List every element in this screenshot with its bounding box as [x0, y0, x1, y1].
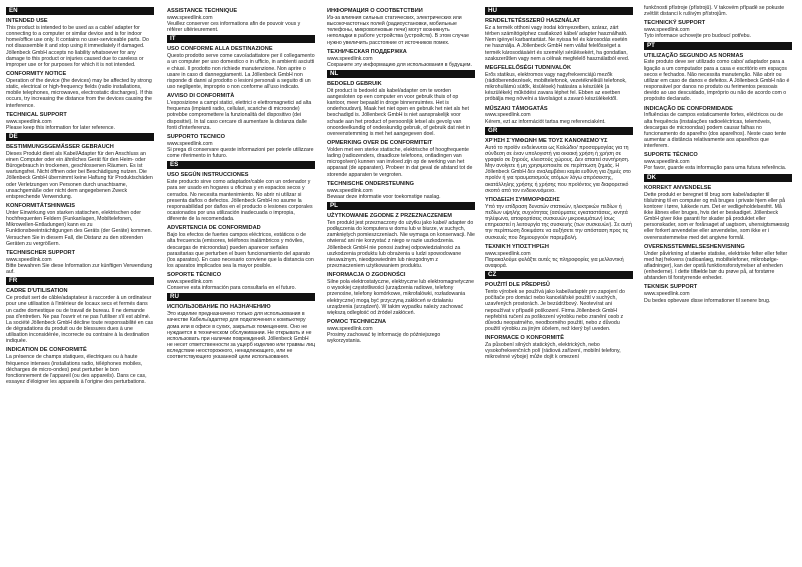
section-heading: SUPPORTO TECNICO [167, 133, 226, 140]
section-heading: KONFORMITÄTSHINWEIS [6, 203, 75, 210]
language-code-label: PT [644, 42, 792, 50]
column-1 [6, 5, 154, 563]
paragraph: Dieses Produkt dient als Kabel/Adapter für den Anschluss an einen Computer oder ein ähnliches Gerät für den Heim- oder Bürogebrauch in trockenen, geschlossenen Räumen. Es ist wartungsfrei. Nicht öffnen oder bei Beschädigung nutzen. Die Jöllenbeck GmbH übernimmt keine Haftung für Produktschäden oder Verletzungen von Personen durch unachtsame, unsachgemäße oder nicht dem angegebenen Zweck entsprechende Verwendung. [6, 150, 153, 200]
section-heading: ASSISTANCE TECHNIQUE [167, 8, 238, 14]
paragraph: Veuillez conserver ces informations afin de pouvoir vous y référer ultérieurement. [167, 21, 301, 34]
section-heading: ΤΕΧΝΙΚΉ ΥΠΟΣΤΉΡΙΞΗ [485, 243, 549, 250]
paragraph: Ten produkt jest przeznaczony do użytku jako kabel/ adapter do podłączenia do komputera w domu lub w biurze, w suchych, zamkniętych pomieszczeniach. Nie wymaga on konserwacji. Nie otwierać ani nie korzystać z niego w razie uszkodzenia. Jöllenbeck GmbH nie ponosi żadnej odpowiedzialności za uszkodzenia produktu lub obrażenia u ludzi spowodowane nieuważnym, nieodpowiednim lub niezgodnym z przeznaczeniem użytkowaniem produktu. [327, 219, 475, 269]
column-3 [327, 5, 475, 563]
paragraph: Influências de campos estaticamente fortes, eléctricos ou de alta frequência (instalações radioeléctricas, telemóveis, descargas de microondas) podem causar falhas no funcionamento do aparelho (dos aparelhos). Neste caso tente aumentar a distância relativamente aos aparelhos que interferem. [644, 112, 787, 150]
section-heading: ИСПОЛЬЗОВАНИЕ ПО НАЗНАЧЕНИЮ [167, 304, 271, 311]
language-code-label: DE [6, 133, 154, 141]
paragraph: Tento výrobek se používá jako kabel/adaptér pro zapojení do počítače pro domácí nebo kancelářské použití v suchých, uzavřených prostorách. Je bezúdržbový. Neotevírat ani nepoužívat v případě poškození. Firma Jöllenbeck GmbH nepřebírá ručení za poškození výrobku nebo zranění osob z důvodu neopatrného, neodborného použití, nebo z důvodu použití výrobku za jiným účelem, než který byl uveden. [485, 289, 625, 332]
language-code-label: IT [167, 35, 315, 43]
section-heading: TEKNISK SUPPORT [644, 284, 698, 291]
paragraph: Volden met een sterke statische, elektrische of hoogfrequente lading (radiozenders, draadloze telefoons, ontladingen van microgolven) kunnen van invloed zijn op de werking van het apparaat (de apparaten). Probeer in dat geval de afstand tot de storende apparaten te vergroten. [327, 146, 473, 178]
section-heading: OVERENSSTEMMELSESHENVISNING [644, 243, 745, 250]
support-url: www.speedlink.com [6, 256, 52, 263]
paragraph: Prosimy zachować tę informację do późniejszego wykorzystania. [327, 332, 441, 345]
support-url: www.speedlink.com [485, 112, 531, 119]
paragraph: Ce produit sert de câble/adaptateur à raccorder à un ordinateur pour une utilisation à l'intérieur de locaux secs et fermés dans un cadre domestique ou de travail de bureau. Il ne demande pas d'entretien. Ne pas l'ouvrir et ne pas l'utiliser s'il est abîmé. La société Jöllenbeck GmbH décline toute responsabilité en cas de dégradations du produit ou de blessures dues à une utilisation inconsidérée, incorrecte ou contraire à la destination indiquée. [6, 295, 154, 345]
paragraph: Unter Einwirkung von starken statischen, elektrischen oder hochfrequenten Feldern (Funkanlagen, Mobiltelefonen, Mikrowellen-Entladungen) kann es zu Funktionsbeeinträchtigungen des Geräts (der Geräte) kommen. Versuchen Sie in diesem Fall, die Distanz zu den störenden Geräten zu vergrößern. [6, 209, 152, 247]
language-code-label: HU [485, 7, 633, 15]
paragraph: L'esposizione a campi statici, elettrici o elettromagnetici ad alta frequenza (impianti radio, cellulari, scariche di microonde) potrebbe compromettere la funzionalità del dispositivo (dei dispositivi). In tal caso cercare di aumentare la distanza dalle fonti d'interferenza. [167, 100, 312, 131]
support-url: www.speedlink.com [327, 55, 373, 62]
paragraph: Παρακαλούμε φυλάξτε αυτές τις πληροφορίες για μελλοντική αναφορά. [485, 256, 624, 269]
support-url: www.speedlink.com [167, 14, 213, 21]
section-heading: TECHNICAL SUPPORT [6, 111, 67, 118]
paragraph: Operation of the device (the devices) may be affected by strong static, electrical or high-frequency fields (radio installations, mobile telephones, microwaves, electrostatic discharges). If this occurs, try increasing the distance from the devices causing the interference. [6, 77, 153, 109]
paragraph: Tyto informace uchovejte pro budoucí potřebu. [644, 33, 751, 40]
language-code-label: ES [167, 161, 315, 169]
section-heading: CONFORMITY NOTICE [6, 71, 67, 77]
language-code-label: DK [644, 174, 792, 182]
paragraph: La présence de champs statiques, électriques ou à haute fréquence intenses (installations radio, téléphones mobiles, décharges de micro-ondes) peut perturber le bon fonctionnement de l'appareil (ou des appareils). Dans ce cas, essayez d'éloigner les appareils à l'origine des perturbations. [6, 354, 147, 385]
section-heading: POUŽITÍ DLE PŘEDPISŮ [485, 282, 550, 289]
paragraph: Under påvirkning af stærke statiske, elektriske felter eller felter med høj frekvens (radioanlæg, mobiltelefoner, mikrobølge-afladninger), kan der opstå funktionsforstyrrelser af enheden (enhederne). I dette tilfælde bør du prøve på, at forstørre afstanden til forstyrrende enheder. [644, 250, 788, 282]
language-code-label: NL [327, 70, 475, 78]
paragraph: Сохраните эту информацию для использования в будущем. [327, 61, 472, 68]
section-heading: SUPORTE TÉCNICO [644, 152, 698, 159]
paragraph: Por favor, guarde esta informação para uma futura referência. [644, 165, 787, 172]
section-heading: ΥΠΟΔΕΙΞΗ ΣΥΜΜΟΡΦΩΣΗΣ [485, 196, 560, 203]
section-heading: INFORMACE O KONFORMITĚ [485, 335, 564, 342]
section-heading: AVVISO DI CONFORMITÀ [167, 93, 235, 100]
support-url: www.speedlink.com [644, 159, 690, 166]
section-heading: INTENDED USE [6, 18, 48, 24]
column-2 [167, 5, 315, 563]
support-url: www.speedlink.com [167, 279, 213, 286]
section-heading: TECHNISCHE ONDERSTEUNING [327, 180, 415, 187]
column-5 [644, 5, 792, 563]
section-heading: BEDOELD GEBRUIK [327, 80, 382, 87]
support-url: www.speedlink.com [644, 27, 690, 34]
paragraph: Это изделие предназначено только для использования в качестве Кабель/адаптер для подключения к компьютеру дома или в офисе в сухих, закрытых помещениях. Оно не нуждается в техническом обслуживании. Не открывать и не использовать при наличии повреждений. Jöllenbeck GmbH не несет ответственности за ущерб изделию или травмы лиц вследствие неосторожного, ненадлежащего, или не соответствующего указанной цели использования. [167, 311, 315, 361]
paragraph: Questo prodotto serve come cavo/adattatore per il collegamento a un computer per uso domestico o in ufficio, in ambienti asciutti e chiusi. Il prodotto non richiede manutenzione. Non aprire o usare in caso di danneggiamenti. La Jöllenbeck GmbH non risponde di danni al prodotto o lesioni personali a seguito di un uso negligente, improprio o non conforme all'uso indicato. [167, 53, 315, 91]
paragraph: Bewaar deze informatie voor toekomstige naslag. [327, 193, 441, 200]
section-heading: TECHNISCHER SUPPORT [6, 249, 75, 256]
paragraph: Bitte bewahren Sie diese Information zur künftigen Verwendung auf. [6, 262, 153, 276]
support-url: www.speedlink.com [644, 291, 690, 298]
section-heading: RENDELTETÉSSZERŰ HASZNÁLAT [485, 18, 580, 24]
paragraph: This product is intended to be used as a cable/ adapter for connecting to a computer or similar device and is for indoor home/office use only. It contains no user-serviceable parts. Do not disassemble it and stop using it immediately if damaged. Jöllenbeck GmbH accepts no liability whatsoever for any damage to this product or injuries caused due to careless or improper use or for purposes for which it is not intended. [6, 24, 149, 68]
support-url: www.speedlink.com [327, 187, 373, 194]
support-url: www.speedlink.com [485, 250, 531, 257]
paragraph: Αυτό το προϊόν ενδείκνυται ως Καλώδιο/ προσαρμογέας για τη σύνδεση σε έναν υπολογιστή για οικιακή χρήση ή χρήση σε γραφείο σε ξηρούς, κλειστούς χώρους. Δεν απαιτεί συντήρηση. Μην ανοίγετε ή μη χρησιμοποιείτε σε περίπτωση ζημιάς. Η Jöllenbeck GmbH δεν αναλαμβάνει καμία ευθύνη για ζημιές στο προϊόν ή για τραυματισμούς ατόμων λόγω απρόσεκτης, ακατάλληλης χρήσης ή χρήσης που προϊόντος για διαφορετικό σκοπό από τον ενδεικνυόμενο. [485, 144, 631, 194]
paragraph: Este producto sirve como adaptador/cable con un ordenador y para ser usado en hogares u oficinas y en espacios secos y cerrados. No necesita mantenimiento. No abrir ni utilizar si presenta daños o defectos. Jöllenbeck GmbH no asume la responsabilidad por daños en el producto o lesiones corporales ocasionados por una utilización inadecuada o impropia, diferente de la recomendada. [167, 179, 313, 223]
paragraph: Conserve esta información para consultarla en el futuro. [167, 285, 296, 292]
section-heading: TECHNICKÝ SUPPORT [644, 20, 706, 27]
section-heading: BESTIMMUNGSGEMÄSSER GEBRAUCH [6, 143, 114, 150]
section-heading: INDICAÇÃO DE CONFORMIDADE [644, 105, 733, 112]
language-code-label: EN [6, 7, 154, 15]
paragraph: Bajo los efectos de fuertes campos eléctricos, estáticos o de alta frecuencia (emisores, teléfonos inalámbricos y móviles, descargas de microondas) pueden aparecer señales parasitarias que perturben el buen funcionamiento del aparato (los aparatos). En caso necesario conviene que la distancia con los aparatos implicados sea la mayor posible. [167, 232, 314, 269]
section-heading: POMOC TECHNICZNA [327, 318, 387, 325]
paragraph: Este produto deve ser utilizado como cabo/ adaptador para a ligação a um computador para a casa e escritório em espaços secos e fechados. Não necessita manutenção. Não abrir ou utilizar em caso de danos e defeitos. A Jöllenbeck GmbH não é responsável por danos no produto ou ferimentos pessoais devido ao uso descuidado, impróprio ou não de acordo com o propósito declarado. [644, 59, 790, 103]
paragraph: funkčnosti přístroje (přístrojů). V takovém případě se pokuste zvětšit distanci k rušivým přístrojům. [644, 5, 785, 18]
support-url: www.speedlink.com [6, 118, 52, 125]
section-heading: INDICATION DE CONFORMITÉ [6, 347, 87, 354]
section-heading: ΧΡΉΣΗ ΣΎΜΦΩΝΗ ΜΕ ΤΟΥΣ ΚΑΝΟΝΙΣΜΟΎΣ [485, 137, 608, 144]
section-heading: KORREKT ANVENDELSE [644, 184, 712, 191]
paragraph: Si prega di conservare queste informazioni per poterle utilizzare come riferimento in futuro. [167, 146, 314, 160]
support-url: www.speedlink.com [327, 325, 373, 332]
section-heading: INFORMACJA O ZGODNOŚCI [327, 272, 406, 279]
language-code-label: CZ [485, 271, 633, 279]
section-heading: MEGFELELŐSÉGI TUDNIVALÓK [485, 64, 571, 71]
paragraph: Dette produkt er beregnet til brug som kabel/adapter til tilslutning til en computer og må bruges i private hjem eller på kontorer i tørre, lukkede rum. Det er vedligeholdelsesfrit. Må ikke åbnes eller bruges, hvis det er beskadiget. Jöllenbeck GmbH giver ikke garanti for skader på produktet eller personskader, som er forårsaget af uagtsom, uhensigtsmæssig eller forkert anvendelse eller anvendelse, som ikke er i overensstemmelse med det angivne formål. [644, 191, 790, 241]
paragraph: Silne pola elektrostatyczne, elektryczne lub elektromagnetyczne o wysokiej częstotliwości (urządzenia radiowe, telefony przenośne, telefony komórkowe, mikrofalówki, rozładowania elektryczne) mogą być przyczyną zakłóceń w działaniu urządzenia (urządzeń). W takim wypadku należy zachować większą odległość od źródeł zakłóceń. [327, 279, 475, 316]
support-url: www.speedlink.com [167, 140, 213, 147]
paragraph: Kérem, ezt az információt tartsa meg referenciaként. [485, 118, 606, 125]
section-heading: SOPORTE TÉCNICO [167, 272, 222, 279]
language-code-label: RU [167, 293, 315, 301]
language-code-label: PL [327, 202, 475, 210]
section-heading: USO CONFORME ALLA DESTINAZIONE [167, 46, 273, 53]
section-heading: UTILIZAÇÃO SEGUNDO AS NORMAS [644, 52, 744, 59]
section-heading: MŰSZAKI TÁMOGATÁS [485, 105, 548, 112]
section-heading: ИНФОРМАЦИЯ О СООТВЕТСТВИИ [327, 8, 423, 14]
section-heading: OPMERKING OVER DE CONFORMITEIT [327, 140, 433, 147]
section-heading: ADVERTENCIA DE CONFORMIDAD [167, 225, 261, 232]
paragraph: Erős statikus, elektromos vagy nagyfrekvenciájú mezők (rádióberendezések, mobiltelefonok, vezetéknélküli telefonok, mikrohullámú sütők, kisülések) hatására a készülék (a készülékek) működési zavara léphet fel. Ebben az esetben próbálja meg növelni a távolságot a zavaró készülékektől. [485, 71, 627, 103]
language-code-label: FR [6, 277, 154, 285]
section-heading: UŻYTKOWANIE ZGODNE Z PRZEZNACZENIEM [327, 212, 452, 219]
language-code-label: GR [485, 127, 633, 135]
paragraph: Za působení silných statických, elektrických, nebo vysokofrekvenčních polí (rádiová zařízení, mobilní telefony, mikrovlnné výboje) může dojít k omezení [485, 342, 621, 361]
section-heading: USO SEGÚN INSTRUCCIONES [167, 172, 249, 179]
section-heading: CADRE D'UTILISATION [6, 288, 68, 295]
paragraph: Υπό την επίδραση δυνατών στατικών, ηλεκτρικών πεδίων ή πεδίων υψηλής συχνότητας (ασύρματες εγκαταστάσεις, κινητά τηλέφωνα, αποφορτίσεις συσκευών μικροκυμάτων) ίσως επηρεαστεί η λειτουργία της συσκευής (των συσκευών). Σε αυτή την περίπτωση δοκιμάστε να αυξήσετε την απόσταση προς τις συσκευές που δημιουργούν παρεμβολή. [485, 203, 632, 241]
paragraph: Dit product is bedoeld als kabel/adapter om te worden aangesloten op een computer en voor gebruik thuis of op kantoor, meer bepaald in droge binnenruimtes. Het is onderhoudsvrij. Maak het niet open en gebruik het niet als het beschadigd is. Jöllenbeck GmbH is niet aansprakelijk voor schade aan het product of persoonlijk letsel als gevolg van onoordeelkundig of ondeskundig gebruik, of gebruik dat niet in overeenstemming is met het aangegeven doel. [327, 87, 471, 137]
paragraph: Du bedes opbevare disse informationer til senere brug. [644, 297, 771, 304]
section-heading: ТЕХНИЧЕСКАЯ ПОДДЕРЖКА [327, 48, 407, 55]
paragraph: Please keep this information for later reference. [6, 124, 115, 131]
paragraph: Ez a termék otthoni vagy irodai környezetben, száraz, zárt térben számítógéphez csatlakozó kábel/ adapter használható. Nem igényel karbantartást. Ne nyissa fel és károsodás esetén ne használja. A Jöllenbeck GmbH nem vállal felelősséget a termék károsodásáért és személyi sérülésekért, ha gondatlan, szakszerűtlen vagy nem a célnak megfelelő használatból ered. [485, 24, 630, 62]
paragraph: Из-за влияния сильных статических, электрических или высокочастотных полей (радиоустановки, мобильные телефоны, микроволновые печи) могут возникнуть неполадки в работе устройства (устройств). В этом случае нужно увеличить расстояние от источников помех. [327, 14, 469, 46]
column-4 [485, 5, 633, 563]
